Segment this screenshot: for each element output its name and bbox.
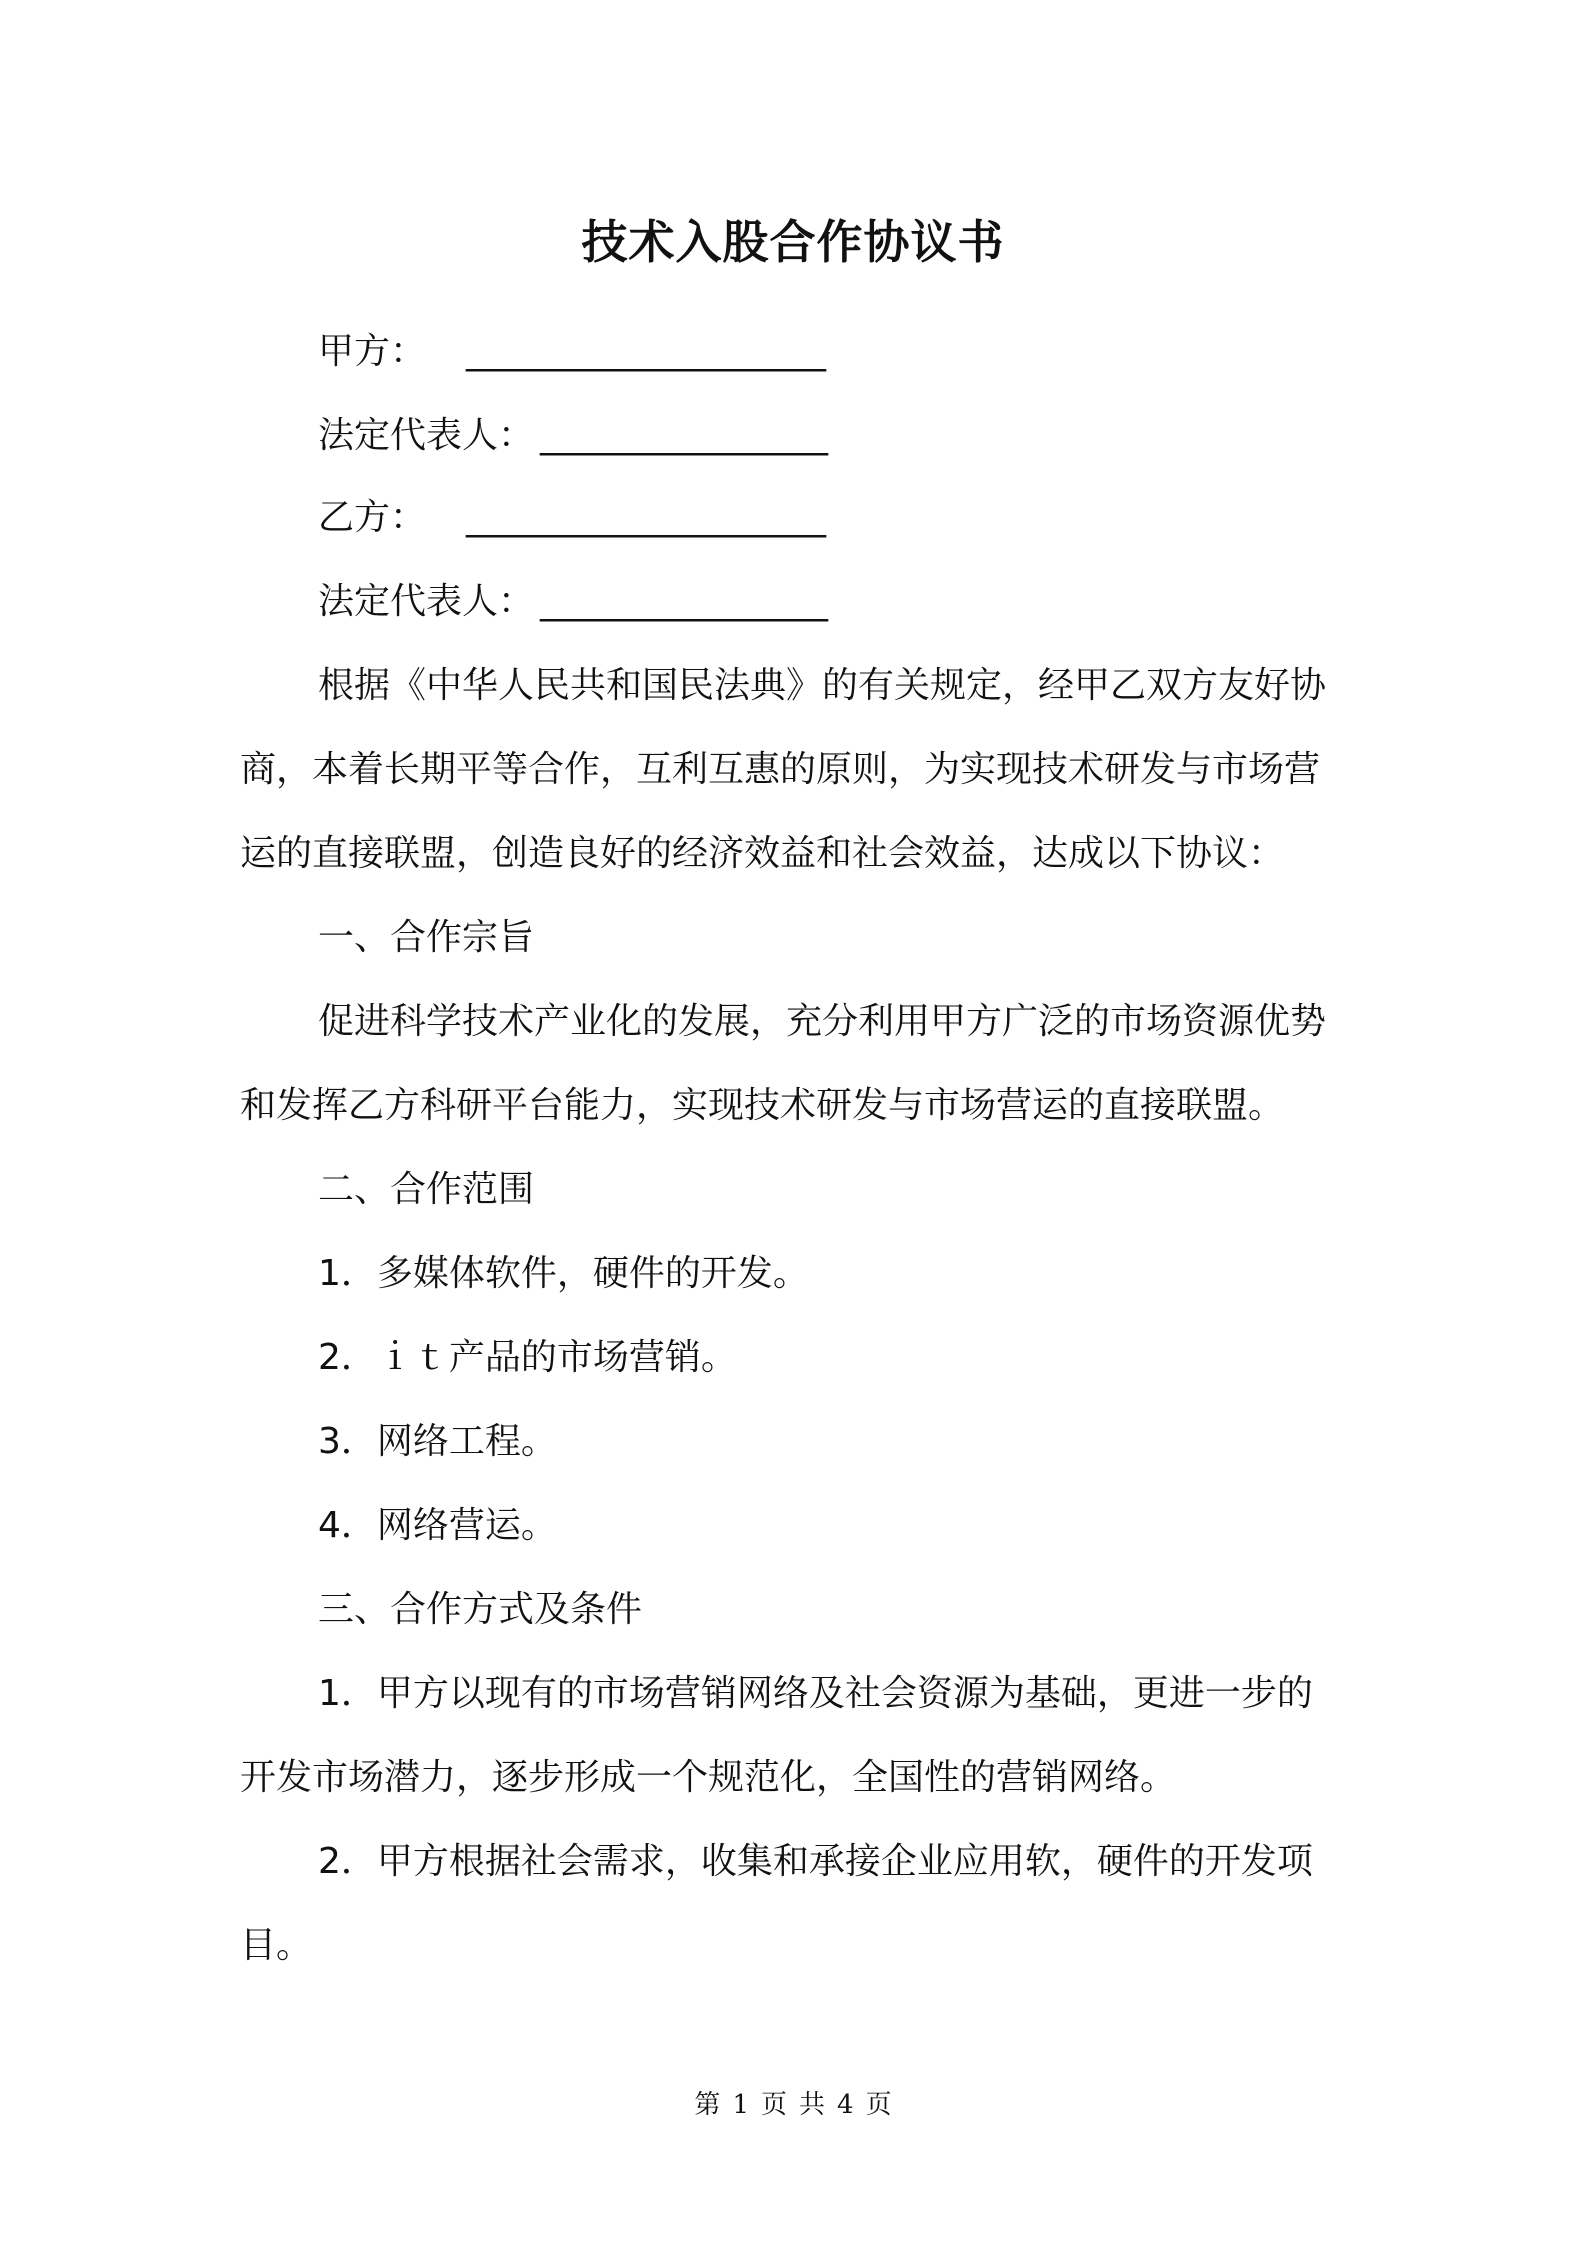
party-b-rep-blank: ________________ [540, 581, 828, 622]
party-a-blank: ____________________ [466, 331, 826, 372]
section-3-heading: 三、合作方式及条件 [318, 1589, 643, 1630]
party-b-blank: ____________________ [466, 497, 826, 538]
party-a-rep-label: 法定代表人： [318, 415, 535, 456]
footer-word-gong: 共 [799, 2090, 826, 2120]
party-b-rep-label: 法定代表人： [318, 581, 535, 622]
preamble-line-3: 运的直接联盟，创造良好的经济效益和社会效益，达成以下协议： [240, 833, 1285, 874]
section-2-item-4: 4．网络营运。 [318, 1505, 557, 1546]
page-footer [0, 2088, 1586, 2122]
footer-word-ye: 页 [760, 2090, 787, 2120]
preamble-line-1: 根据《中华人民共和国民法典》的有关规定，经甲乙双方友好协 [318, 665, 1327, 706]
party-b-label: 乙方： [318, 497, 427, 538]
section-3-item-2-line-1: 2．甲方根据社会需求，收集和承接企业应用软，硬件的开发项 [318, 1841, 1313, 1882]
section-2-heading: 二、合作范围 [318, 1169, 535, 1210]
document-title: 技术入股合作协议书 [581, 215, 1005, 269]
footer-word-ye-2: 页 [865, 2090, 892, 2120]
party-a-rep-blank: ________________ [540, 415, 828, 456]
footer-current-page: 1 [732, 2090, 749, 2120]
section-3-item-2-line-2: 目。 [240, 1925, 313, 1966]
section-2-item-1: 1．多媒体软件，硬件的开发。 [318, 1253, 809, 1294]
section-2-item-2: 2．ｉｔ产品的市场营销。 [318, 1337, 737, 1378]
section-1-heading: 一、合作宗旨 [318, 917, 535, 958]
section-3-item-1-line-2: 开发市场潜力，逐步形成一个规范化，全国性的营销网络。 [240, 1757, 1177, 1798]
section-1-line-1: 促进科学技术产业化的发展，充分利用甲方广泛的市场资源优势 [318, 1001, 1327, 1042]
footer-word-di: 第 [694, 2090, 721, 2120]
party-a-label: 甲方： [318, 331, 427, 372]
section-3-item-1-line-1: 1．甲方以现有的市场营销网络及社会资源为基础，更进一步的 [318, 1673, 1313, 1714]
section-1-line-2: 和发挥乙方科研平台能力，实现技术研发与市场营运的直接联盟。 [240, 1085, 1285, 1126]
footer-total-pages: 4 [837, 2090, 854, 2120]
preamble-line-2: 商，本着长期平等合作，互利互惠的原则，为实现技术研发与市场营 [240, 749, 1321, 790]
section-2-item-3: 3．网络工程。 [318, 1421, 557, 1462]
